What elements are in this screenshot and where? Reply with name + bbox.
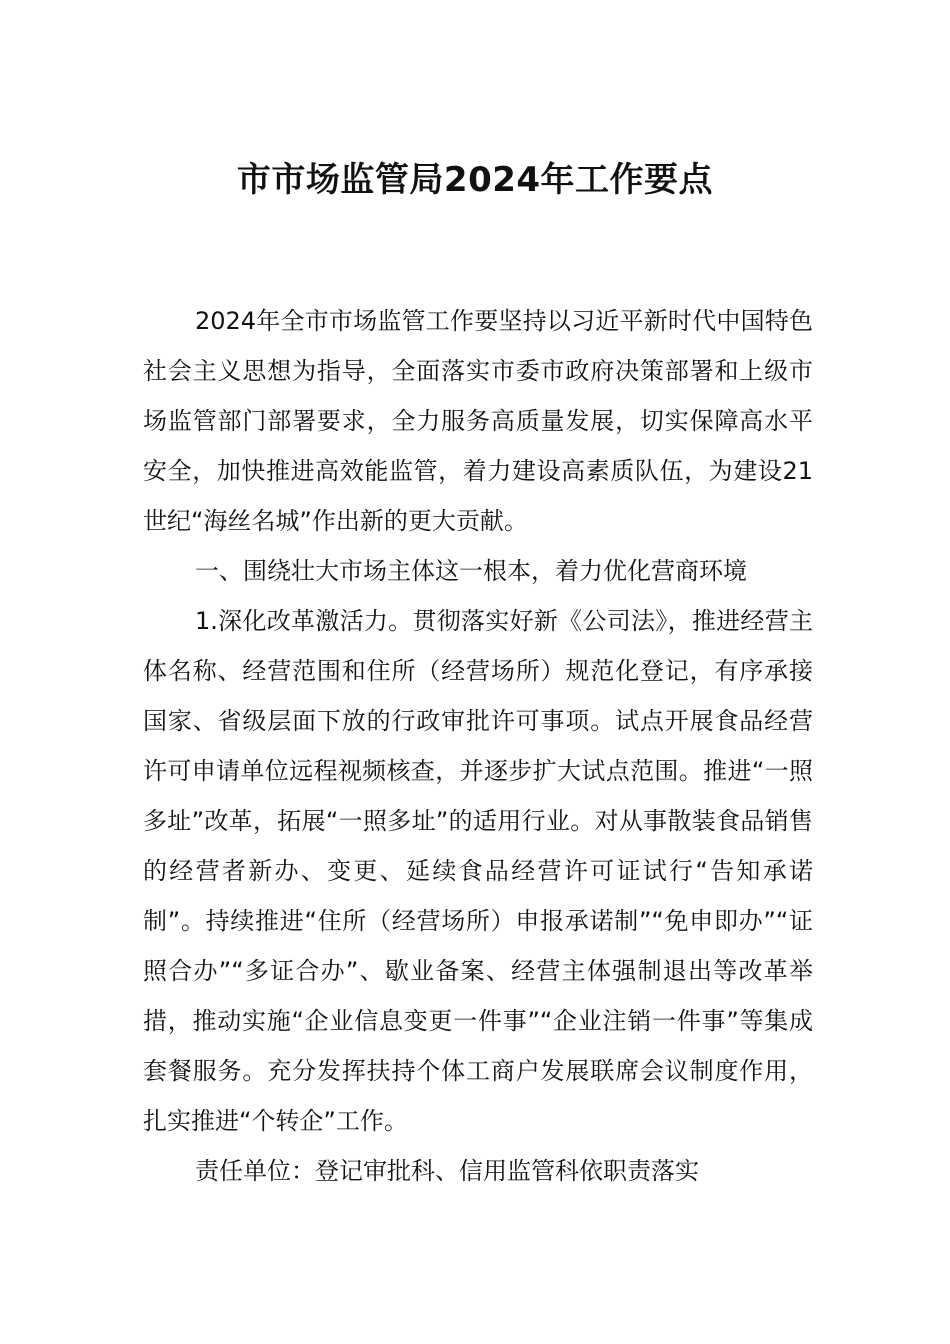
item-paragraph: 1.深化改革激活力。贯彻落实好新《公司法》，推进经营主体名称、经营范围和住所（经营场所）规范化登记，有序承接国家、省级层面下放的行政审批许可事项。试点开展食品经营许可申请单位远程视频核查，并逐步扩大试点范围。推进“一照多址”改革，拓展“一照多址”的适用行业。对从事散装食品销售的经营者新办、变更、延续食品经营许可证试行“告知承诺制”。持续推进“住所（经营场所）申报承诺制”“免申即办”“证照合办”“多证合办”、歇业备案、经营主体强制退出等改革举措，推动实施“企业信息变更一件事”“企业注销一件事”等集成套餐服务。充分发挥扶持个体工商户发展联席会议制度作用，扎实推进“个转企”工作。 <box>143 607 813 1135</box>
document-title: 市市场监管局2024年工作要点 <box>236 160 714 200</box>
responsibility-paragraph: 责任单位：登记审批科、信用监管科依职责落实 <box>195 1157 699 1185</box>
section-heading: 一、围绕壮大市场主体这一根本，着力优化营商环境 <box>195 557 747 585</box>
intro-paragraph: 2024年全市市场监管工作要坚持以习近平新时代中国特色社会主义思想为指导，全面落实市委市政府决策部署和上级市场监管部门部署要求，全力服务高质量发展，切实保障高水平安全，加快推进高效能监管，着力建设高素质队伍，为建设21世纪“海丝名城”作出新的更大贡献。 <box>143 307 813 535</box>
document-body <box>143 296 813 1196</box>
